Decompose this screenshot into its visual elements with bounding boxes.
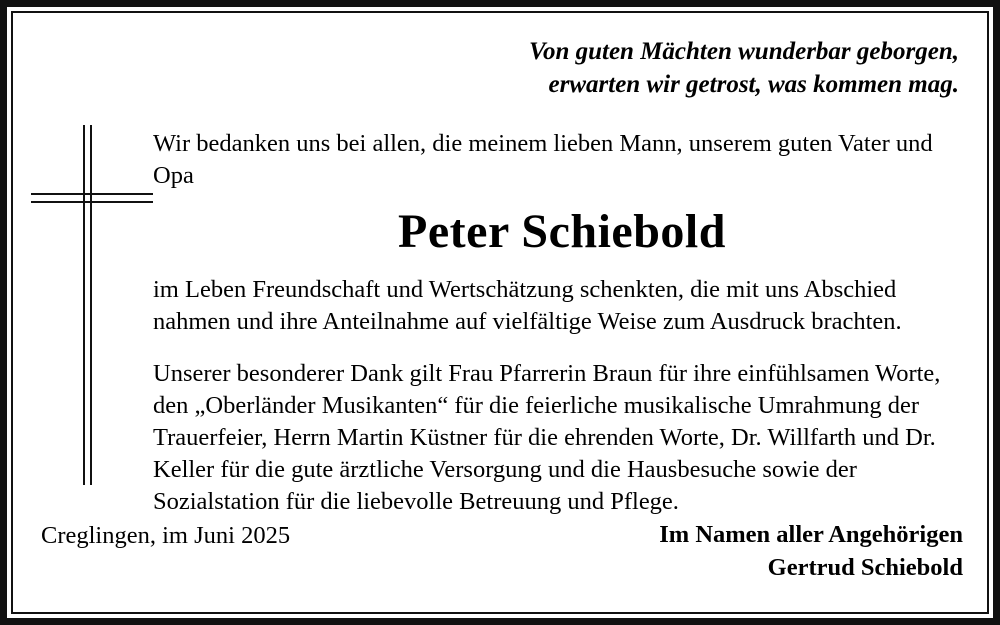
- verse-block: [339, 35, 959, 102]
- signature-line-2: Gertrud Schiebold: [767, 554, 963, 582]
- signature-line-1: Im Namen aller Angehörigen: [659, 521, 963, 548]
- deceased-name: Peter Schiebold: [398, 204, 726, 258]
- cross-horizontal-stroke-2: [31, 201, 153, 203]
- verse-line-2: erwarten wir getrost, was kommen mag.: [548, 71, 959, 99]
- thanks-paragraph: Unserer besonderer Dank gilt Frau Pfarrerin Braun für ihre einfühlsamen Worte, den „Oberländer Musikanten“ für die feierliche musikalische Umrahmung der Trauerfeier, Herrn Martin Küstner für die ehrenden Worte, Dr. Willfarth und Dr. Keller für die gute ärztliche Versorgung und die Hausbesuche sowie der Sozialstation für die liebevolle Betreuung und Pflege.: [153, 360, 941, 515]
- body-column: [153, 128, 971, 517]
- signature-block: [659, 518, 963, 584]
- intro-paragraph: Wir bedanken uns bei allen, die meinem lieben Mann, unserem guten Vater und Opa: [153, 130, 933, 189]
- card-content: [13, 13, 987, 612]
- footer: [29, 518, 971, 588]
- cross-vertical-stroke: [83, 125, 85, 485]
- place-date: Creglingen, im Juni 2025: [41, 522, 291, 549]
- middle-paragraph: im Leben Freundschaft und Wertschätzung schenkten, die mit uns Abschied nahmen und ihre Anteilnahme auf vielfältige Weise zum Ausdruck brachten.: [153, 276, 902, 336]
- verse-line-1: Von guten Mächten wunderbar geborgen,: [529, 38, 959, 65]
- cross-icon: [63, 125, 153, 485]
- cross-horizontal-stroke: [31, 193, 153, 195]
- cross-vertical-stroke-2: [90, 125, 92, 485]
